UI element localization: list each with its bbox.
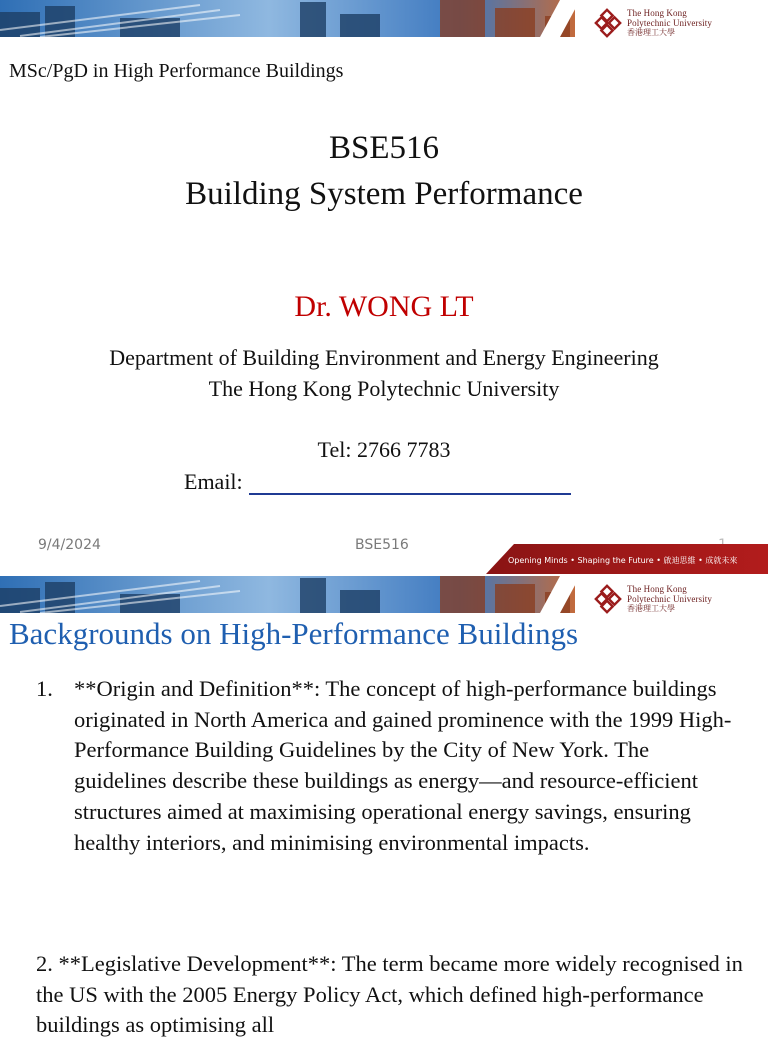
university-logo [596,8,712,38]
email-blank-line [249,469,571,495]
polyu-logo-icon [596,10,622,36]
logo-name-en-line1: The Hong Kong [627,584,687,594]
logo-name-en-line1: The Hong Kong [627,8,687,18]
list-item-legislative-development: 2. **Legislative Development**: The term became more widely recognised in the US with the 2005 Energy Policy Act, which defined high-performance buildings as optimising all [36,951,743,1038]
logo-name-en-line2: Polytechnic University [627,18,712,28]
list-item-number: 1. [36,676,53,701]
department-name: Department of Building Environment and Energy Engineering [109,345,659,370]
course-title: Building System Performance [185,176,583,212]
email-row [184,469,571,495]
list-item-text: **Origin and Definition**: The concept of high-performance buildings originated in North America and gained prominence with the 1999 High-Performance Building Guidelines by the City of New York. The guidelines describe these buildings as energy—and resource-efficient structures aimed at maximising operational energy savings, ensuring healthy interiors, and minimising environmental impacts. [74,676,732,855]
course-code: BSE516 [328,130,440,166]
program-name: MSc/PgD in High Performance Buildings [9,60,344,82]
polyu-logo-icon [596,586,622,612]
slide-title: Backgrounds on High-Performance Buildings [9,616,579,651]
presenter-name: Dr. WONG LT [294,290,474,323]
logo-name-en-line2: Polytechnic University [627,594,712,604]
content-slide [0,576,768,1038]
telephone: Tel: 2766 7783 [317,437,451,462]
logo-name-zh: 香港理工大學 [627,604,675,613]
footer-date: 9/4/2024 [38,537,101,553]
logo-name-zh: 香港理工大學 [627,28,675,37]
tagline: Opening Minds • Shaping the Future • 啟迪思維 • 成就未來 [508,556,738,565]
university-logo [596,584,712,614]
email-label: Email: [184,469,243,494]
university-name: The Hong Kong Polytechnic University [208,376,560,401]
logo-text [627,584,712,614]
footer-course-code: BSE516 [355,537,409,553]
logo-text [627,8,712,38]
list-item-origin-definition [36,674,736,858]
